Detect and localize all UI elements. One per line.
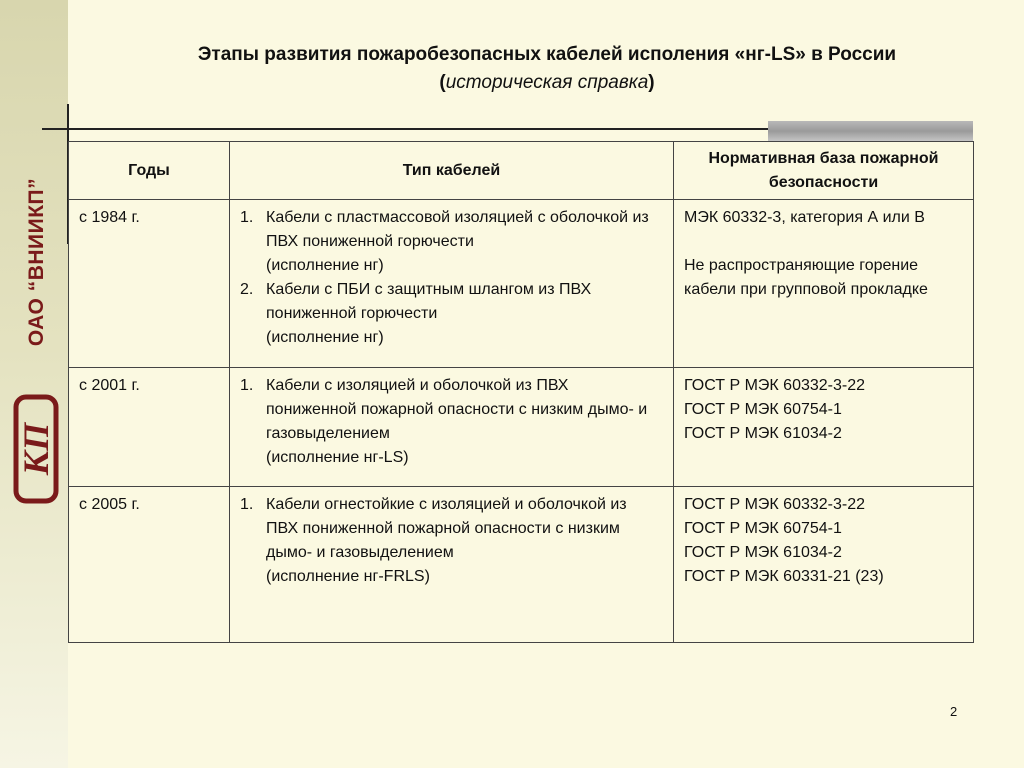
organization-name: ОАО “ВНИИКП” xyxy=(25,177,48,347)
norm-item: МЭК 60332-3, категория А или В xyxy=(684,209,925,226)
header-regulations: Нормативная база пожарной безопасности xyxy=(674,142,974,200)
cable-variant: (исполнение нг) xyxy=(266,329,384,346)
list-number: 1. xyxy=(240,377,254,394)
cable-description: Кабели с изоляцией и оболочкой из ПВХ пониженной пожарной опасности с низким дымо- и газовыделением xyxy=(266,377,648,442)
cable-variant: (исполнение нг-LS) xyxy=(266,449,409,466)
norm-item: ГОСТ Р МЭК 60331-21 (23) xyxy=(684,568,884,585)
cable-variant: (исполнение нг-FRLS) xyxy=(266,568,430,585)
norm-item: ГОСТ Р МЭК 60332-3-22 xyxy=(684,377,866,394)
table-row xyxy=(69,200,974,368)
list-number: 2. xyxy=(240,281,254,298)
list-item xyxy=(240,206,663,278)
subtitle-text: историческая справка xyxy=(445,72,649,93)
left-sidebar xyxy=(0,0,68,768)
year-cell: с 1984 г. xyxy=(69,200,230,368)
page-number: 2 xyxy=(950,704,958,719)
cable-description: Кабели с ПБИ с защитным шлангом из ПВХ пониженной горючести xyxy=(266,281,592,322)
norm-item: ГОСТ Р МЭК 61034-2 xyxy=(684,425,842,442)
norm-item: ГОСТ Р МЭК 61034-2 xyxy=(684,544,842,561)
list-item xyxy=(240,493,663,589)
list-number: 1. xyxy=(240,209,254,226)
list-item xyxy=(240,374,663,470)
cable-description: Кабели огнестойкие с изоляцией и оболочкой из ПВХ пониженной пожарной опасности с низким дымо- и газовыделением xyxy=(266,496,627,561)
logo-lettering: КП xyxy=(16,422,56,476)
table-row xyxy=(69,368,974,487)
list-item xyxy=(240,278,663,350)
table-row xyxy=(69,487,974,643)
norm-item: ГОСТ Р МЭК 60332-3-22 xyxy=(684,496,866,513)
norm-item: ГОСТ Р МЭК 60754-1 xyxy=(684,520,842,537)
norms-cell xyxy=(674,487,974,643)
list-number: 1. xyxy=(240,496,254,513)
table-header-row xyxy=(69,142,974,200)
slide-subtitle xyxy=(70,70,1024,96)
norms-cell xyxy=(674,200,974,368)
year-cell: с 2001 г. xyxy=(69,368,230,487)
header-cable-type: Тип кабелей xyxy=(230,142,674,200)
slide-title: Этапы развития пожаробезопасных кабелей исполения «нг-LS» в России xyxy=(197,44,897,65)
header-years: Годы xyxy=(69,142,230,200)
cables-history-table xyxy=(68,141,974,643)
norm-item: Не распространяющие горение кабели при групповой прокладке xyxy=(684,257,928,298)
decorative-grey-bar xyxy=(768,121,973,141)
company-logo xyxy=(10,390,62,508)
subtitle-close-paren: ) xyxy=(648,72,655,93)
types-cell xyxy=(230,487,674,643)
year-cell: с 2005 г. xyxy=(69,487,230,643)
types-cell xyxy=(230,200,674,368)
subtitle-open-paren: ( xyxy=(439,72,446,93)
norm-item: ГОСТ Р МЭК 60754-1 xyxy=(684,401,842,418)
cable-description: Кабели с пластмассовой изоляцией с оболочкой из ПВХ пониженной горючести xyxy=(266,209,649,250)
norms-cell xyxy=(674,368,974,487)
cable-variant: (исполнение нг) xyxy=(266,257,384,274)
types-cell xyxy=(230,368,674,487)
